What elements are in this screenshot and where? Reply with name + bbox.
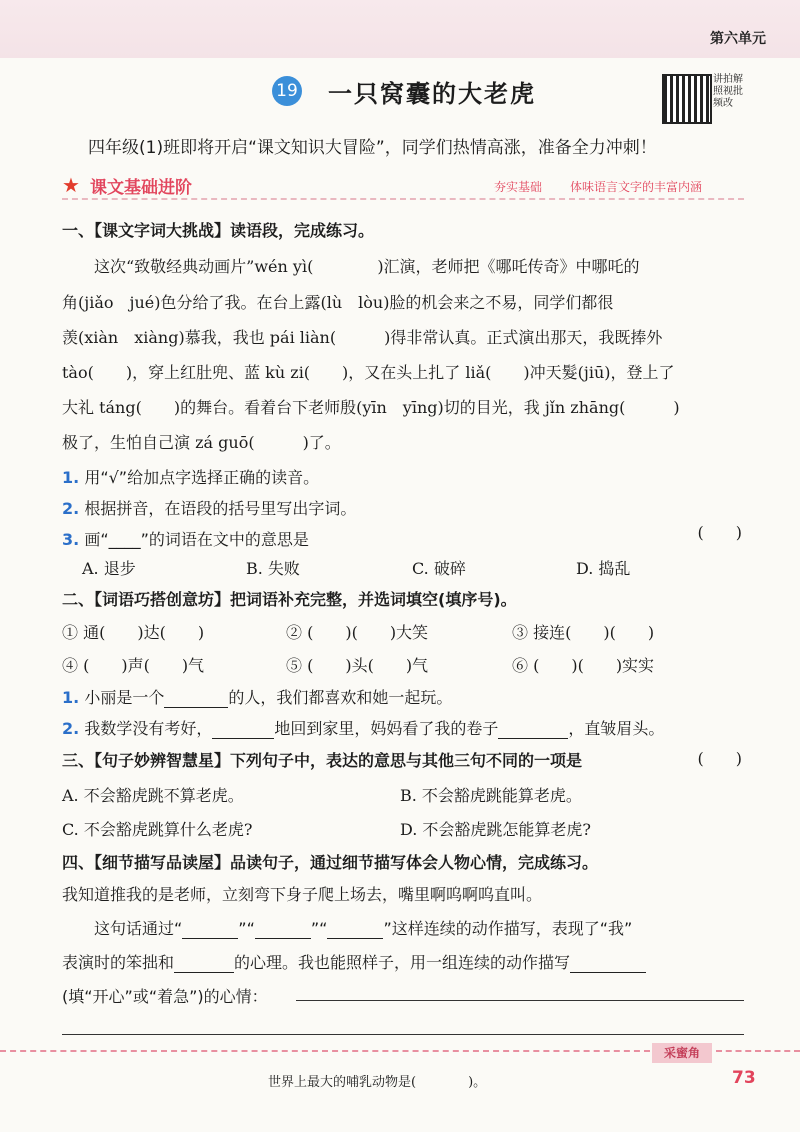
q2-item-6[interactable]: ⑥ ( )( )实实 (512, 656, 655, 675)
q1-option-c[interactable]: C. 破碎 (412, 559, 466, 578)
top-banner (0, 0, 800, 58)
unit-label: 第六单元 (710, 31, 766, 47)
q2-item-5[interactable]: ⑤ ( )头( )气 (286, 656, 429, 675)
q2-item-1[interactable]: ① 通( )达( ) (62, 623, 205, 642)
star-icon: ★ (62, 173, 80, 197)
q1-option-d[interactable]: D. 捣乱 (576, 559, 631, 578)
q1-para-line-6: 极了，生怕自己演 zá guō( )了。 (62, 433, 341, 452)
q4-answer-line-2[interactable] (62, 1034, 744, 1035)
q3-option-d[interactable]: D. 不会豁虎跳怎能算老虎? (400, 820, 592, 839)
q2-blank-3[interactable] (498, 719, 568, 739)
q4-blank-4[interactable] (174, 953, 234, 973)
q4-line-1: 这句话通过“ ”“ ”“ ”这样连续的动作描写，表现了“我” (94, 919, 633, 938)
q4-line-2: 表演时的笨拙和 的心理。我也能照样子，用一组连续的动作描写 (62, 950, 646, 973)
qr-code-icon[interactable] (662, 74, 712, 124)
q2-title: 二、【词语巧搭创意坊】把词语补充完整，并选词填空(填序号)。 (62, 590, 517, 609)
q4-blank-1[interactable] (182, 919, 238, 939)
q3-option-c[interactable]: C. 不会豁虎跳算什么老虎? (62, 820, 253, 839)
footer-divider-right (716, 1050, 800, 1052)
q1-subq-2: 2. 根据拼音，在语段的括号里写出字词。 (62, 499, 357, 518)
q1-option-b[interactable]: B. 失败 (246, 559, 300, 578)
section-header (62, 172, 744, 200)
q1-para-line-4: tào( )，穿上红肚兜、蓝 kù zi( )，又在头上扎了 liǎ( )冲天髮(jiū)，登上了 (62, 363, 675, 382)
q2-sentence-2: 2. 我数学没有考好， 地回到家里，妈妈看了我的卷子 ，直皱眉头。 (62, 719, 665, 738)
q2-sentence-1: 1. 小丽是一个 的人，我们都喜欢和她一起玩。 (62, 688, 453, 707)
section-tag-1: 夯实基础 (494, 180, 543, 194)
q4-title: 四、【细节描写品读屋】品读句子，通过细节描写体会人物心情，完成练习。 (62, 853, 599, 872)
lesson-number-badge: 19 (272, 76, 302, 106)
q4-blank-3[interactable] (327, 919, 383, 939)
q2-item-2[interactable]: ② ( )( )大笑 (286, 623, 429, 642)
q3-title: 三、【句子妙辨智慧星】下列句子中，表达的意思与其他三句不同的一项是 (62, 751, 583, 770)
q2-item-3[interactable]: ③ 接连( )( ) (512, 623, 655, 642)
footer-label: 采蜜角 (652, 1043, 712, 1063)
q4-blank-2[interactable] (255, 919, 311, 939)
lesson-title: 一只窝囊的大老虎 (328, 80, 536, 108)
q1-option-a[interactable]: A. 退步 (82, 559, 136, 578)
q1-para-line-2: 角(jiǎo jué)色分给了我。在台上露(lù lòu)脸的机会来之不易，同学们都很 (62, 293, 614, 312)
qr-caption: 讲拍解照视批频改 (713, 74, 743, 109)
intro-text: 四年级(1)班即将开启“课文知识大冒险”，同学们热情高涨，准备全力冲刺！ (88, 138, 657, 158)
q3-option-b[interactable]: B. 不会豁虎跳能算老虎。 (400, 786, 582, 805)
page-number: 73 (732, 1068, 756, 1088)
q1-title: 一、【课文字词大挑战】读语段，完成练习。 (62, 221, 375, 240)
q1-answer-paren[interactable]: ( ) (697, 523, 742, 542)
q1-para-line-5: 大礼 táng( )的舞台。看着台下老师殷(yīn yīng)切的目光，我 jǐn zhāng( ) (62, 398, 680, 417)
q2-blank-2[interactable] (212, 719, 274, 739)
q4-blank-5[interactable] (570, 953, 646, 973)
q3-answer-paren[interactable]: ( ) (697, 749, 742, 768)
q4-quote: 我知道推我的是老师，立刻弯下身子爬上场去，嘴里啊呜啊呜直叫。 (62, 885, 543, 904)
q2-item-4[interactable]: ④ ( )声( )气 (62, 656, 205, 675)
q1-para-line-3: 羡(xiàn xiàng)慕我，我也 pái liàn( )得非常认真。正式演出那天，我既捧外 (62, 328, 663, 347)
q4-line-3: (填“开心”或“着急”)的心情： (62, 987, 268, 1006)
footer-question: 世界上最大的哺乳动物是( )。 (268, 1075, 487, 1090)
q4-answer-line-1[interactable] (296, 1000, 744, 1001)
section-title: 课文基础进阶 (90, 178, 192, 198)
section-tag-2: 体味语言文字的丰富内涵 (570, 180, 703, 194)
q1-para-line-1: 这次“致敬经典动画片”wén yì( )汇演，老师把《哪吒传奇》中哪吒的 (94, 257, 640, 276)
q2-blank-1[interactable] (164, 688, 228, 708)
q3-option-a[interactable]: A. 不会豁虎跳不算老虎。 (62, 786, 244, 805)
q1-subq-1: 1. 用“√”给加点字选择正确的读音。 (62, 468, 320, 487)
footer-divider (0, 1050, 650, 1052)
q1-subq-3: 3. 画“____”的词语在文中的意思是 (62, 530, 309, 549)
